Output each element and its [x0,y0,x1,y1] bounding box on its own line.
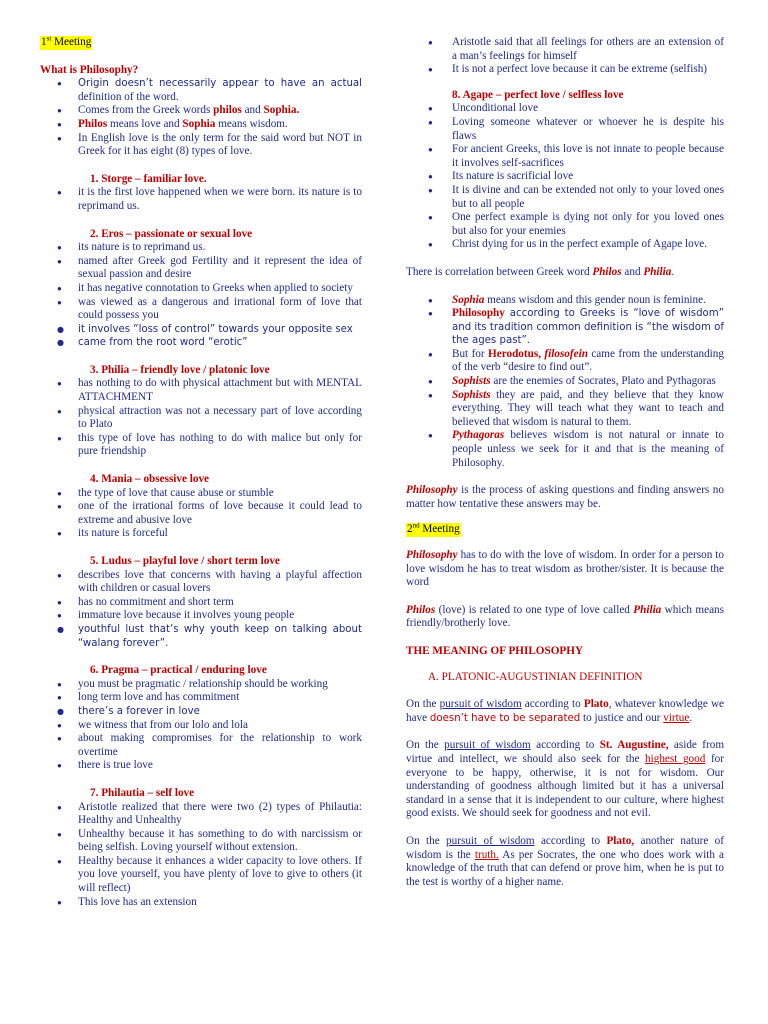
list-item: ● For ancient Greeks, this love is not innate to people because it involves self-sacrifices [406,143,724,170]
philautia-continued-list [406,36,724,77]
list-item: ● immature love because it involves young people [40,609,362,623]
list-item: ● In English love is the only term for the said word but NOT in Greek for it has eight (8) types of love. [40,132,362,159]
list-item: ● it is the first love happened when we were born. its nature is to reprimand us. [40,186,362,213]
plato-pursuit-paragraph: On the pursuit of wisdom according to Plato, whatever knowledge we have doesn’t have to be separated to justice and our virtue. [406,698,725,724]
list-item: ● came from the root word “erotic” [40,336,362,350]
list-item: ● about making compromises for the relationship to work overtime [40,732,362,759]
list-item: ● But for Herodotus, filosofein came from the understanding of the verb “desire to find out”. [406,348,724,375]
pragma-list [40,678,362,773]
list-item: ● there is true love [40,759,362,773]
pragma-heading: 6. Pragma – practical / enduring love [90,664,267,677]
mania-heading: 4. Mania – obsessive love [90,473,210,486]
storge-heading: 1. Storge – familiar love. [90,172,207,185]
list-item: ● its nature is to reprimand us. [40,241,362,255]
list-item: ● has no commitment and short term [40,596,362,610]
list-item: ● long term love and has commitment [40,691,362,705]
eros-list [40,241,362,350]
augustine-pursuit-paragraph: On the pursuit of wisdom according to St. Augustine, aside from virtue and intellect, we should also seek for the highest good for everyone to be happy, otherwise, it is not for wisdom. Our understanding of goodness although limited but it has a universal standard in a sense that it is independent to our culture, where highest good exists. We should seek for goodness and not evil. [406,739,725,820]
correlation-paragraph: There is correlation between Greek word Philos and Philia. [406,265,675,278]
mania-list [40,487,362,541]
list-item: ● Aristotle said that all feelings for others are an extension of a man’s feelings for himself [406,36,724,63]
list-item: ● Philosophy according to Greeks is “love of wisdom” and its tradition common definition is “the wisdom of the ages past”. [406,307,724,348]
list-item: ● one of the irrational forms of love because it could lead to extreme and abusive love [40,500,362,527]
list-item: ● Unhealthy because it has something to do with narcissism or being selfish. Loving yourself without extension. [40,828,362,855]
agape-list [406,102,724,252]
platonic-augustinian-heading: A. PLATONIC-AUGUSTINIAN DEFINITION [428,670,643,683]
list-item: ● named after Greek god Fertility and it represent the idea of sexual passion and desire [40,255,362,282]
list-item: ● Unconditional love [406,102,724,116]
list-item: ● its nature is forceful [40,527,362,541]
sophia-list [406,294,724,471]
list-item: ● Philos means love and Sophia means wisdom. [40,118,362,132]
philosophy-definition: Philosophy is the process of asking questions and finding answers no matter how tentative these answers may be. [406,484,724,510]
intro-list [40,77,362,159]
philia-list [40,377,362,459]
philautia-heading: 7. Philautia – self love [90,786,195,799]
ludus-heading: 5. Ludus – playful love / short term love [90,555,280,567]
list-item: ● you must be pragmatic / relationship should be working [40,678,362,692]
list-item: ● Its nature is sacrificial love [406,170,724,184]
list-item: ● Origin doesn’t necessarily appear to have an actual definition of the word. [40,77,362,104]
list-item: ● Christ dying for us in the perfect example of Agape love. [406,238,724,252]
ludus-list [40,569,362,651]
eros-heading: 2. Eros – passionate or sexual love [90,227,253,240]
list-item: ● One perfect example is dying not only for you loved ones but also for your enemies [406,211,724,238]
right-column [406,36,724,889]
list-item: ● was viewed as a dangerous and irrational form of love that could possess you [40,296,362,323]
philia-heading: 3. Philia – friendly love / platonic love [90,363,270,376]
meeting-1-heading: 1st Meeting [41,34,92,48]
meeting-2-paragraph-2: Philos (love) is related to one type of love called Philia which means friendly/brotherly love. [406,603,725,630]
list-item: ● describes love that concerns with having a playful affection with children or casual lovers [40,569,362,596]
list-item: ● Comes from the Greek words philos and Sophia. [40,104,362,118]
list-item: ● we witness that from our lolo and lola [40,719,362,733]
list-item: ● it has negative connotation to Greeks when applied to society [40,282,362,296]
list-item: ● Sophists they are paid, and they believe that they know everything. They will teach what they want to teach and believed that wisdom is natural to them. [406,389,724,430]
list-item: ● there’s a forever in love [40,705,362,719]
what-is-philosophy-heading: What is Philosophy? [40,63,139,76]
list-item: ● Pythagoras believes wisdom is not natural or innate to people unless we seek for it and that is the meaning of Philosophy. [406,429,724,470]
list-item: ● has nothing to do with physical attachment but with MENTAL ATTACHMENT [40,377,362,404]
list-item: ● Sophia means wisdom and this gender noun is feminine. [406,294,724,308]
list-item: ● physical attraction was not a necessary part of love according to Plato [40,405,362,432]
list-item: ● It is divine and can be extended not only to your loved ones but to all people [406,184,724,211]
meeting-2-heading: 2nd Meeting [407,521,460,536]
list-item: ● youthful lust that’s why youth keep on talking about “walang forever”. [40,623,362,650]
list-item: ● Healthy because it enhances a wider capacity to love others. If you love yourself, you have plenty of love to give to others (it will reflect) [40,855,362,896]
meaning-of-philosophy-heading: THE MEANING OF PHILOSOPHY [406,644,584,657]
left-column [40,36,362,909]
agape-heading: 8. Agape – perfect love / selfless love [452,88,624,101]
list-item: ● Loving someone whatever or whoever he is despite his flaws [406,116,724,143]
philautia-list [40,801,362,910]
list-item: ● it involves “loss of control” towards your opposite sex [40,323,362,337]
meeting-2-paragraph-1: Philosophy has to do with the love of wisdom. In order for a person to love wisdom he has to treat wisdom as brother/sister. It is because the word [406,549,724,589]
list-item: ● the type of love that cause abuse or stumble [40,487,362,501]
list-item: ● This love has an extension [40,896,362,910]
list-item: ● Aristotle realized that there were two (2) types of Philautia: Healthy and Unhealthy [40,801,362,828]
list-item: ● Sophists are the enemies of Socrates, Plato and Pythagoras [406,375,724,389]
storge-list [40,186,362,213]
list-item: ● It is not a perfect love because it can be extreme (selfish) [406,63,724,77]
plato-truth-paragraph: On the pursuit of wisdom according to Plato, another nature of wisdom is the truth. As per Socrates, the one who does work with a knowledge of the truth that can defend or prove him, when he is put to the test is worthy of a higher name. [406,834,725,888]
list-item: ● this type of love has nothing to do with malice but only for pure friendship [40,432,362,459]
